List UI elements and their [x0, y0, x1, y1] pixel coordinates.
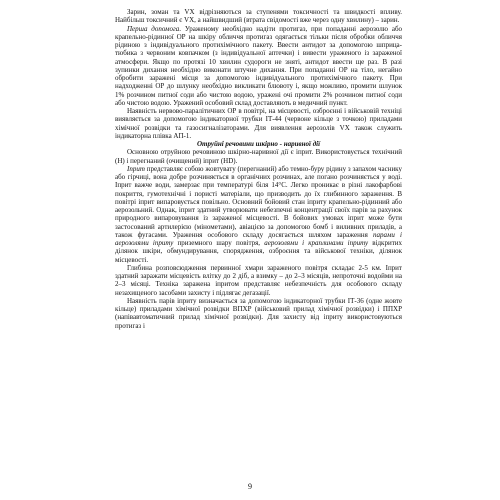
paragraph [115, 25, 402, 108]
italic-text: аерозолями і краплинами іприту [264, 239, 369, 247]
italic-text: парами і аерозолями іприту [115, 230, 402, 247]
text-run: приземного шару повітря, [173, 239, 265, 247]
italic-text: Перша допомога [127, 24, 180, 33]
page-number: 9 [248, 482, 252, 491]
document-body [115, 8, 402, 330]
section-heading [115, 140, 402, 148]
paragraph [115, 148, 402, 165]
text-run: Наявність парів іприту визначається за допомогою індикаторної трубки ІТ-36 (одне жовте кільце) приладами хімічної розвідки ВПХР (військовий прилад хімічної розвідки) і ППХР (напівавтоматичний прилад хімічної розвідки). Для захисту від іприту використовуються протигаз і [115, 296, 402, 330]
paragraph [115, 8, 402, 25]
paragraph [115, 107, 402, 140]
text-run: Основною отруйною речовиною шкірно-наривної дії є іприт. Використовується технічний (Н) і перегнаний (очищений) іприт (HD). [115, 148, 402, 165]
text-run: Наявність нервово-паралітичних ОР в повітрі, на місцевості, озброєнні і військовій техніці виявляється за допомогою індикаторної трубки ІТ-44 (червоне кільце з точкою) приладами хімічної розвідки та газосигналізаторами. Для виявлення аерозолів VX також служить індикаторна плівка АП-1. [115, 107, 402, 140]
text-run: Отруйні речовини шкірно - наривної дії [196, 140, 321, 148]
text-run: Глибина розповсюдження первинної хмари зараженого повітря складає 2-5 км. Іприт здатний заражати місцевість влітку до 2 діб, а взимку – до 2–3 місяців, непроточні водойми на 2–3 місяці. Техніка заражена іпритом представляє небезпечність для особового складу незахищеного засобами захисту і підлягає дегазації. [115, 263, 402, 297]
paragraph [115, 297, 402, 330]
text-run: Зарин, зоман та VX відрізняються за ступенями токсичності та швидкості впливу. Найбільш токсичний є VX, а найшвидший (втрата свідомості вже через одну хвилину) – зарин. [115, 8, 402, 25]
text-run: . Ураженому необхідно надіти протигаз, при попаданні аерозолю або крапельно-рідинної ОР на шкіру обличчя протигаз одягається тільки після обробки обличчя рідиною з індивідуального протихімічного пакету. Ввести антидот за допомогою шприца-тюбика з червоним ковпачком (з індивідуальної аптечки) і вивести ураженого із зараженої атмосфери. Якщо по протязі 10 хвилин судороги не зняті, антидот ввести ще раз. В разі зупинки дихання необхідно виконати штучне дихання. При попаданні ОР на тіло, негайно обробити заражені місця за допомогою індивідуального протихімічного пакету. При надходженні ОР до шлунку необхідно викликати блювоту і, якщо можливо, промити шлунок 1% розчином питної соди або чистою водою, уражені очі промити 2% розчином питної соди або чистою водою. Уражений особовий склад доставляють в медичний пункт. [115, 24, 403, 107]
italic-text: Іприт [127, 164, 145, 173]
paragraph [115, 165, 402, 264]
text-run: представляє собою жовтувату (перегнаний) або темно-буру рідину з запахом часнику або гірчиці, вона добре розчиняється в органічних розчинах, але погано розчиняється у воді. Іприт важче води, замерзає при температурі біля 14°С. Легко проникає в різні лакофарбові покриття, гумотехнічні і пористі матеріали, що призводить до їх глибинного зараження. В повітрі іприт випаровується повільно. Основний бойовий стан іприту крапельно-рідинний або аерозольний. Однак, іприт здатний утворювати небезпечні концентрації своїх парів за рахунок природного випаровування із зараженої місцевості. В бойових умовах іприт може бути застосований артилерією (мінометами), авіацією за допомогою бомб і виливних приладів, а також фугасами. Ураження особового складу досягається шляхом зараження [115, 164, 402, 239]
text-run: відкритих ділянок шкіри, обмундирування, спорядження, озброєння та військової техніки, ділянок місцевості. [115, 239, 402, 264]
paragraph [115, 264, 402, 297]
